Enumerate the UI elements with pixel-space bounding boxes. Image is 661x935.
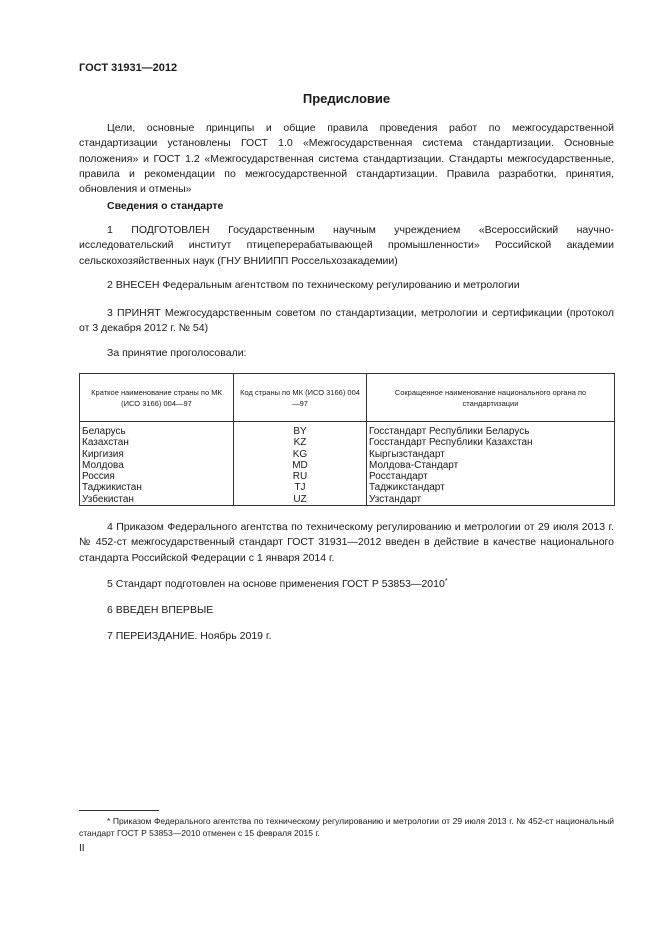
item-basis [79, 577, 614, 592]
code-cell: TJ [234, 482, 367, 493]
table-row [80, 494, 615, 506]
footnote: * Приказом Федерального агентства по техническому регулированию и метрологии от 29 июля 2013 г. № 452-ст национальный стандарт ГОСТ Р 53853—2010 отменен с 15 февраля 2015 г. [79, 816, 614, 838]
footnote-marker: * [444, 578, 448, 585]
table-header-row [80, 374, 615, 422]
item-order: 4 Приказом Федерального агентства по техническому регулированию и метрологии от 29 июля 2013 г. № 452-ст межгосударственный стандарт ГОСТ 31931—2012 введен в действие в качестве национального стандарта Российской Федерации с 1 января 2014 г. [79, 521, 614, 564]
col-header-country: Краткое наименование страны по МК (ИСО 3166) 004—97 [80, 374, 234, 422]
code-cell: UZ [234, 494, 367, 506]
code-cell: BY [234, 422, 367, 438]
page-title: Предисловие [302, 91, 391, 106]
item-adopted: 3 ПРИНЯТ Межгосударственным советом по стандартизации, метрологии и сертификации (протокол от 3 декабря 2012 г. № 54) [79, 307, 614, 335]
code-cell: KG [234, 449, 367, 460]
col-header-body: Сокращенное наименование национального органа по стандартизации [367, 374, 615, 422]
table-row [80, 422, 615, 438]
body-cell: Молдова-Стандарт [367, 460, 615, 471]
table-row [80, 449, 615, 460]
country-cell: Казахстан [80, 437, 234, 448]
page-number: II [79, 843, 85, 854]
table-row [80, 437, 615, 448]
code-cell: MD [234, 460, 367, 471]
item-basis-text: 5 Стандарт подготовлен на основе применения ГОСТ Р 53853—2010 [107, 578, 445, 590]
voting-table [79, 373, 615, 506]
country-cell: Россия [80, 471, 234, 482]
body-cell: Госстандарт Республики Казахстан [367, 437, 615, 448]
standard-code-header: ГОСТ 31931—2012 [79, 62, 178, 74]
item-introduced: 6 ВВЕДЕН ВПЕРВЫЕ [107, 604, 214, 616]
body-cell: Госстандарт Республики Беларусь [367, 422, 615, 438]
footnote-divider [79, 810, 159, 811]
table-row [80, 460, 615, 471]
country-cell: Молдова [80, 460, 234, 471]
section-title: Сведения о стандарте [107, 200, 224, 212]
intro-paragraph: Цели, основные принципы и общие правила проведения работ по межгосударственной стандартизации установлены ГОСТ 1.0 «Межгосударственная система стандартизации. Основные положения» и ГОСТ 1.2 «Межгосударственная система стандартизации. Стандарты межгосударственные, правила и рекомендации по межгосударственной стандартизации. Правила разработки, принятия, обновления и отмены» [79, 122, 614, 196]
item-prepared: 1 ПОДГОТОВЛЕН Государственным научным учреждением «Всероссийский научно-исследовательский институт птицеперерабатывающей промышленности» Российской академии сельскохозяйственных наук (ГНУ ВНИИПП Россельхозакадемии) [79, 224, 614, 267]
country-cell: Узбекистан [80, 494, 234, 506]
table-row [80, 482, 615, 493]
body-cell: Росстандарт [367, 471, 615, 482]
voted-label: За принятие проголосовали: [107, 347, 247, 359]
item-reissue: 7 ПЕРЕИЗДАНИЕ. Ноябрь 2019 г. [107, 630, 272, 642]
body-cell: Кыргызстандарт [367, 449, 615, 460]
country-cell: Киргизия [80, 449, 234, 460]
table-row [80, 471, 615, 482]
body-cell: Таджикстандарт [367, 482, 615, 493]
country-cell: Беларусь [80, 422, 234, 438]
code-cell: RU [234, 471, 367, 482]
item-submitted: 2 ВНЕСЕН Федеральным агентством по техническому регулированию и метрологии [107, 279, 520, 291]
col-header-code: Код страны по МК (ИСО 3166) 004—97 [234, 374, 367, 422]
country-cell: Таджикистан [80, 482, 234, 493]
body-cell: Узстандарт [367, 494, 615, 506]
code-cell: KZ [234, 437, 367, 448]
